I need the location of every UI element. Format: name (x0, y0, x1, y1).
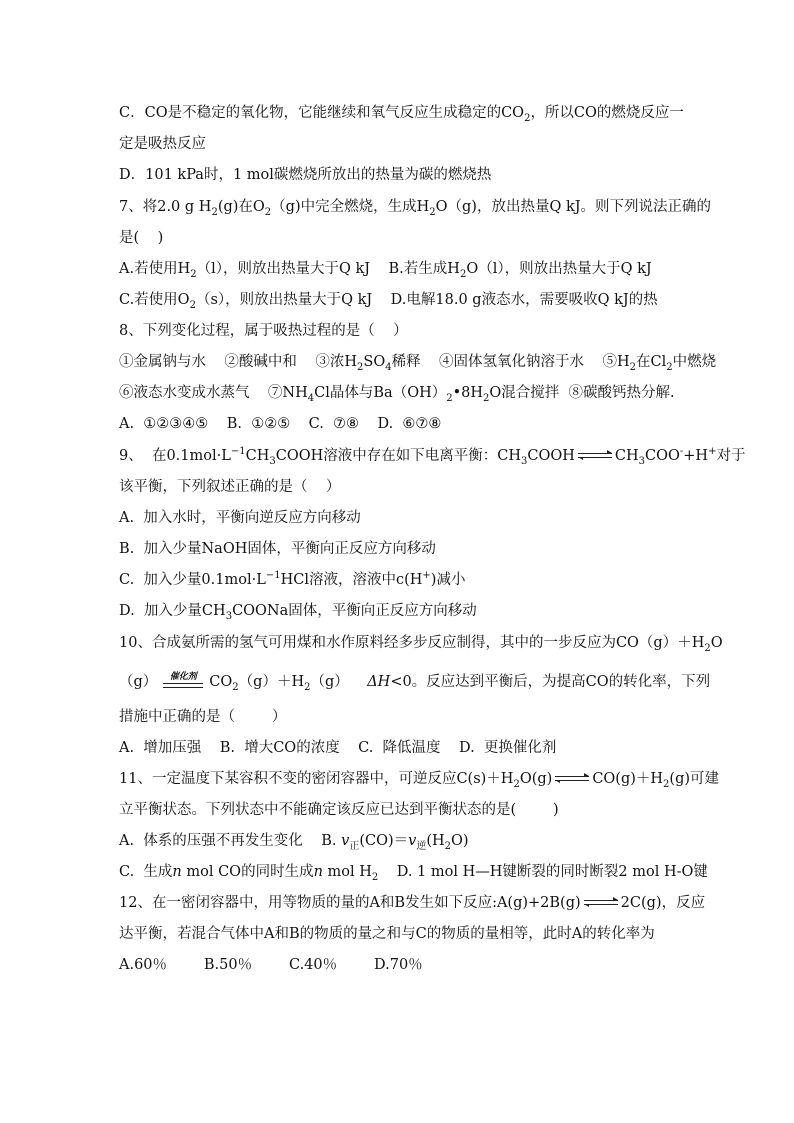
question-11-line-1: 11、一定温度下某容积不变的密闭容器中，可逆反应$C(s)+H_2O(g)$ $CO(g)+H_2(g)$可建 (119, 771, 720, 790)
question-9-line-2: 该平衡，下列叙述正确的是（ ） (119, 479, 341, 495)
equilibrium-arrow (555, 774, 589, 784)
question-10-line-1: 10、合成氨所需的氢气可用煤和水作原料经多步反应制得，其中的一步反应为$CO(g)+H_2O$ (119, 635, 723, 654)
question-7-line-2: 是( ) (119, 230, 164, 246)
question-10-line-2: （g） 催化剂 $CO_2(g)+H_2(g)$ ΔH<0。反应达到平衡后，为提高CO的转化率，下列 (119, 672, 711, 693)
question-8-stem: 8、下列变化过程，属于吸热过程的是（ ） (119, 323, 408, 339)
question-9-option-b: B. 加入少量NaOH固体，平衡向正反应方向移动 (119, 541, 436, 557)
question-9-option-a: A. 加入水时，平衡向逆反应方向移动 (119, 510, 361, 526)
question-11-options-cd: C. 生成n mol CO的同时生成n mol $H_2$ D. 1 mol H—H键断裂的同时断裂2 mol H-O键 (119, 864, 708, 883)
question-7-options-cd: C.若使用$O_2(s)$，则放出热量大于Q kJ D.电解18.0 g液态水，需要吸收Q kJ的热 (119, 292, 658, 311)
question-8-answers: A. ①②③④⑤ B. ①②⑤ C. ⑦⑧ D. ⑥⑦⑧ (119, 416, 442, 432)
question-10-line-3: 措施中正确的是（ ） (119, 709, 287, 725)
question-11-line-2: 立平衡状态。下列状态中不能确定该反应已达到平衡状态的是( ) (119, 802, 559, 818)
question-12-line-1: 12、在一密闭容器中，用等物质的量的A和B发生如下反应:A(g)+2B(g) 2C(g)，反应 (119, 895, 706, 911)
question-11-options-ab: A. 体系的压强不再发生变化 B. $v_正(CO)=v_逆(H_2O)$ (119, 833, 469, 852)
question-7-options-ab: A.若使用$H_2(l)$，则放出热量大于Q kJ B.若生成$H_2O(l)$，则放出热量大于Q kJ (119, 261, 652, 280)
question-10-answers: A. 增加压强 B. 增大CO的浓度 C. 降低温度 D. 更换催化剂 (119, 740, 557, 756)
equilibrium-arrow (584, 898, 618, 908)
option-d-line: D．101 kPa时，1 mol碳燃烧所放出的热量为碳的燃烧热 (119, 167, 492, 183)
equilibrium-arrow (578, 451, 612, 461)
question-12-answers: A.60％ B.50％ C.40％ D.70％ (119, 957, 423, 973)
question-9-option-c: C. 加入少量$0.1mol\cdot L^{-1}HCl$溶液，溶液中c(H+)减小 (119, 570, 466, 588)
question-8-items-1: ①金属钠与水 ②酸碱中和 ③浓$H_2SO_4$稀释 ④固体氢氧化钠溶于水 $⑤H_2$在$Cl_2$中燃烧 (119, 354, 717, 373)
question-9-option-d: D. 加入少量$CH_3COONa$固体，平衡向正反应方向移动 (119, 603, 477, 622)
question-8-items-2: ⑥液态水变成水蒸气 $⑦NH_4Cl$晶体与$Ba(OH)_2•8H_2O$混合搅拌 ⑧碳酸钙热分解. (119, 385, 675, 404)
catalyst-arrow: 催化剂 (161, 673, 205, 691)
question-9-line-1: 9、 在$0.1mol\cdot L^{-1}CH_3COOH$溶液中存在如下电离平衡：$CH_3COOH$ $CH_3COO^-+H^+$对于 (119, 446, 746, 467)
option-c-line-2: 定是吸热反应 (119, 136, 206, 152)
question-12-line-2: 达平衡，若混合气体中A和B的物质的量之和与C的物质的量相等，此时A的转化率为 (119, 926, 655, 942)
question-7-line-1: 7、将2.0 g $H_2(g)$在$O_2(g)$中完全燃烧，生成$H_2O(g)$，放出热量Q kJ。则下列说法正确的 (119, 199, 712, 218)
option-c-line-1: C．CO是不稳定的氧化物，它能继续和氧气反应生成稳定的$CO_2$，所以CO的燃烧反应一 (119, 105, 684, 124)
